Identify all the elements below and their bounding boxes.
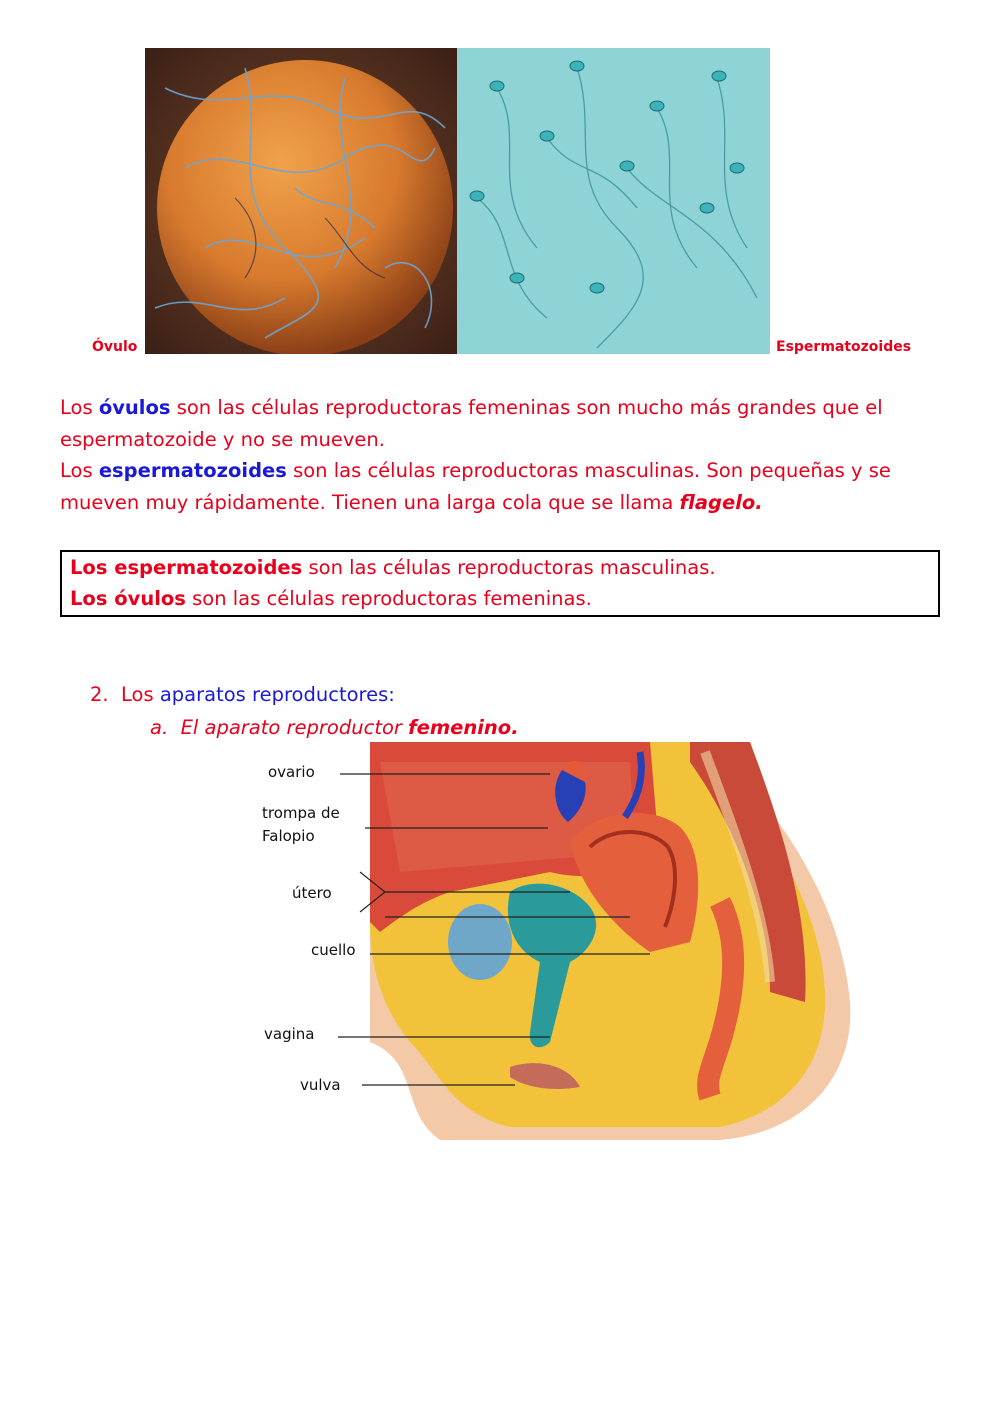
- ovum-photo: [145, 48, 457, 354]
- ovum-sentence: [60, 392, 940, 455]
- label-trompa-2: Falopio: [262, 827, 315, 845]
- label-vulva: vulva: [300, 1076, 341, 1094]
- term-ovulos: óvulos: [98, 396, 171, 419]
- label-vagina: vagina: [264, 1025, 315, 1043]
- ovum-photo-graphic: [145, 48, 457, 354]
- term-espermatozoides: espermatozoides: [98, 459, 287, 482]
- summary-term: Los espermatozoides: [70, 556, 303, 579]
- sperm-sentence: [60, 455, 940, 518]
- text-run: Los: [60, 459, 99, 482]
- text-run: son las células reproductoras masculinas. Son pequeñas y se mueven muy rápidamente. Tienen una larga cola que se llama: [60, 459, 891, 514]
- section-title-a: Los: [121, 683, 160, 706]
- summary-term: Los óvulos: [70, 587, 186, 610]
- text-run: Los: [60, 396, 99, 419]
- term-flagelo: flagelo.: [679, 490, 763, 514]
- section-number: 2.: [90, 683, 109, 706]
- label-trompa-1: trompa de: [262, 804, 340, 822]
- summary-box: [60, 550, 940, 617]
- sub-title-b: femenino.: [408, 716, 519, 739]
- sperm-photo-graphic: [457, 48, 770, 354]
- summary-line-2: [70, 583, 938, 614]
- section-title-b: aparatos reproductores:: [159, 683, 395, 706]
- ovum-caption: Óvulo: [92, 339, 138, 355]
- text-run: son las células reproductoras femeninas son mucho más grandes que el espermatozoide y no se mueven.: [60, 396, 883, 451]
- sub-letter: a.: [150, 716, 169, 739]
- label-cuello: cuello: [311, 941, 356, 959]
- label-utero: útero: [292, 884, 332, 902]
- sperm-caption: Espermatozoides: [776, 339, 912, 355]
- sub-title-a: El aparato reproductor: [180, 716, 409, 739]
- subsection-heading: [150, 713, 519, 743]
- sperm-photo: [457, 48, 770, 354]
- summary-text: son las células reproductoras femeninas.: [185, 587, 592, 610]
- summary-text: son las células reproductoras masculinas.: [302, 556, 716, 579]
- label-ovario: ovario: [268, 763, 315, 781]
- section-heading: [90, 680, 395, 710]
- summary-line-1: [70, 552, 938, 583]
- intro-paragraph: [60, 392, 940, 518]
